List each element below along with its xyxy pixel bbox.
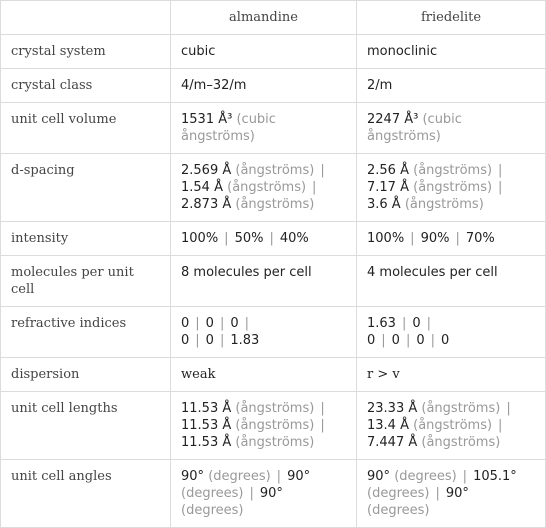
separator: | [195, 333, 200, 348]
almandine-unit-cell-lengths [171, 392, 357, 460]
value-text: 23.33 Å [367, 401, 418, 416]
friedelite-unit-cell-angles [357, 460, 546, 528]
header-friedelite: friedelite [357, 1, 546, 35]
row-label: unit cell volume [1, 103, 171, 154]
row-label: crystal system [1, 35, 171, 69]
almandine-d-spacing [171, 154, 357, 222]
value-text: 0 [412, 316, 421, 331]
unit-text: (cubic [422, 112, 462, 127]
separator: | [381, 333, 386, 348]
separator: | [320, 163, 325, 178]
value-text: 0 [230, 316, 239, 331]
value-text: 0 [441, 333, 450, 348]
value-text: 1.63 [367, 316, 396, 331]
separator: | [435, 486, 440, 501]
value-text: 3.6 Å [367, 197, 401, 212]
unit-text: (ångströms) [413, 163, 493, 178]
unit-text: (degrees) [181, 486, 244, 501]
value-text: 13.4 Å [367, 418, 409, 433]
separator: | [498, 163, 503, 178]
row-refractive-indices [1, 307, 546, 358]
row-molecules-per-unit-cell [1, 256, 546, 307]
value-text: 0 [205, 333, 214, 348]
unit-text: ångströms) [367, 129, 441, 144]
unit-text: (degrees) [181, 503, 244, 518]
friedelite-crystal-system: monoclinic [357, 35, 546, 69]
almandine-dispersion: weak [171, 358, 357, 392]
value-text: 7.17 Å [367, 180, 409, 195]
separator: | [498, 418, 503, 433]
unit-text: (ångströms) [235, 435, 315, 450]
almandine-refractive-indices [171, 307, 357, 358]
almandine-intensity [171, 222, 357, 256]
row-label: unit cell angles [1, 460, 171, 528]
friedelite-dispersion: r > v [357, 358, 546, 392]
value-text: 90% [420, 231, 450, 246]
separator: | [219, 333, 225, 348]
value-text: 2.569 Å [181, 163, 232, 178]
almandine-unit-cell-volume [171, 103, 357, 154]
value-text: 90° [181, 469, 205, 484]
row-crystal-system [1, 35, 546, 69]
value-text: 11.53 Å [181, 401, 232, 416]
header-almandine: almandine [171, 1, 357, 35]
row-label: dispersion [1, 358, 171, 392]
separator: | [249, 486, 254, 501]
separator: | [276, 469, 282, 484]
row-dispersion [1, 358, 546, 392]
separator: | [312, 180, 317, 195]
value-text: 1531 Å³ [181, 112, 233, 127]
value-text: 90° [259, 486, 283, 501]
row-unit-cell-lengths [1, 392, 546, 460]
value-text: 100% [367, 231, 405, 246]
value-text: 0 [367, 333, 376, 348]
unit-text: (ångströms) [421, 401, 501, 416]
unit-text: (degrees) [394, 469, 457, 484]
friedelite-unit-cell-lengths [357, 392, 546, 460]
value-text: 90° [445, 486, 469, 501]
friedelite-intensity [357, 222, 546, 256]
value-text: 70% [465, 231, 495, 246]
unit-text: (degrees) [208, 469, 271, 484]
value-text: 1.83 [230, 333, 260, 348]
separator: | [430, 333, 436, 348]
unit-text: (ångströms) [235, 401, 315, 416]
friedelite-unit-cell-volume [357, 103, 546, 154]
separator: | [426, 316, 432, 331]
separator: | [498, 180, 503, 195]
friedelite-crystal-class: 2/m [357, 69, 546, 103]
value-text: 0 [205, 316, 214, 331]
unit-text: (degrees) [367, 486, 430, 501]
separator: | [401, 316, 407, 331]
value-text: 90° [367, 469, 391, 484]
value-text: 100% [181, 231, 219, 246]
value-text: 0 [181, 316, 190, 331]
separator: | [506, 401, 511, 416]
value-text: 1.54 Å [181, 180, 223, 195]
header-row [1, 1, 546, 35]
row-crystal-class [1, 69, 546, 103]
almandine-crystal-class: 4/m–32/m [171, 69, 357, 103]
unit-text: ångströms) [181, 129, 255, 144]
friedelite-refractive-indices [357, 307, 546, 358]
value-text: 11.53 Å [181, 418, 232, 433]
row-label: unit cell lengths [1, 392, 171, 460]
separator: | [455, 231, 460, 246]
value-text: 0 [391, 333, 400, 348]
separator: | [320, 401, 325, 416]
value-text: 0 [416, 333, 425, 348]
separator: | [195, 316, 200, 331]
friedelite-d-spacing [357, 154, 546, 222]
separator: | [320, 418, 325, 433]
separator: | [219, 316, 225, 331]
unit-text: (cubic [236, 112, 276, 127]
separator: | [405, 333, 411, 348]
value-text: 2.56 Å [367, 163, 409, 178]
value-text: 7.447 Å [367, 435, 418, 450]
value-text: 50% [234, 231, 264, 246]
row-unit-cell-volume [1, 103, 546, 154]
separator: | [224, 231, 229, 246]
row-intensity [1, 222, 546, 256]
unit-text: (ångströms) [413, 418, 493, 433]
separator: | [269, 231, 274, 246]
value-text: 40% [279, 231, 309, 246]
unit-text: (ångströms) [404, 197, 484, 212]
unit-text: (ångströms) [235, 197, 315, 212]
separator: | [462, 469, 468, 484]
almandine-molecules: 8 molecules per cell [171, 256, 357, 307]
value-text: 0 [181, 333, 190, 348]
value-text: 90° [287, 469, 311, 484]
row-unit-cell-angles [1, 460, 546, 528]
row-label: refractive indices [1, 307, 171, 358]
row-label: crystal class [1, 69, 171, 103]
value-text: 2.873 Å [181, 197, 232, 212]
value-text: 2247 Å³ [367, 112, 419, 127]
unit-text: (degrees) [367, 503, 430, 518]
separator: | [410, 231, 415, 246]
row-label: d-spacing [1, 154, 171, 222]
almandine-unit-cell-angles [171, 460, 357, 528]
row-d-spacing [1, 154, 546, 222]
value-text: 11.53 Å [181, 435, 232, 450]
almandine-crystal-system: cubic [171, 35, 357, 69]
friedelite-molecules: 4 molecules per cell [357, 256, 546, 307]
value-text: 105.1° [473, 469, 517, 484]
unit-text: (ångströms) [235, 163, 315, 178]
row-label: molecules per unit cell [1, 256, 171, 307]
unit-text: (ångströms) [413, 180, 493, 195]
unit-text: (ångströms) [235, 418, 315, 433]
unit-text: (ångströms) [227, 180, 307, 195]
header-empty-cell [1, 1, 171, 35]
separator: | [244, 316, 250, 331]
unit-text: (ångströms) [421, 435, 501, 450]
row-label: intensity [1, 222, 171, 256]
